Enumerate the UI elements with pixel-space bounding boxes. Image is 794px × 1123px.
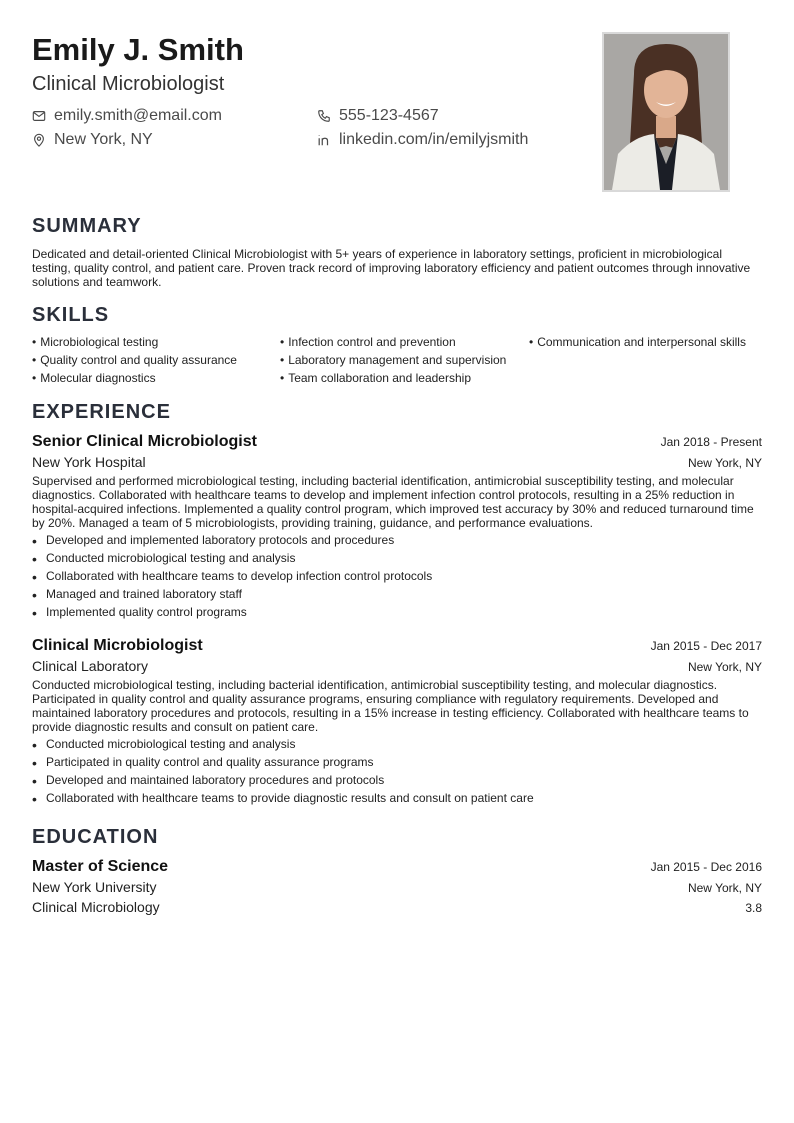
job-location: New York, NY: [687, 660, 762, 674]
education-heading: EDUCATION: [32, 826, 159, 848]
list-item: • Collaborated with healthcare teams to provide diagnostic results and consult on patient care: [32, 791, 762, 805]
list-item: • Conducted microbiological testing and analysis: [32, 551, 762, 565]
location-text: New York, NY: [54, 131, 153, 148]
list-item: • Developed and implemented laboratory protocols and procedures: [32, 533, 762, 547]
gpa: 3.8: [745, 901, 762, 915]
skill-item: • Communication and interpersonal skills: [529, 335, 762, 349]
contact-email[interactable]: [32, 106, 317, 126]
skill-item: • Team collaboration and leadership: [280, 371, 529, 385]
candidate-title: Clinical Microbiologist: [32, 73, 225, 95]
job-location: New York, NY: [687, 456, 762, 470]
profile-photo-illustration: [604, 34, 728, 190]
profile-photo: [602, 32, 730, 192]
degree: Master of Science: [32, 858, 169, 875]
skills-heading: SKILLS: [32, 304, 110, 326]
email-text: emily.smith@email.com: [54, 107, 222, 124]
skill-item: • Laboratory management and supervision: [280, 353, 529, 367]
skill-item: • Molecular diagnostics: [32, 371, 280, 385]
education-entry: [32, 857, 762, 917]
resume-header: [32, 32, 572, 150]
mail-icon: [32, 109, 46, 123]
job-bullets: [32, 533, 762, 619]
summary-heading: SUMMARY: [32, 215, 142, 237]
summary-text: Dedicated and detail-oriented Clinical Microbiologist with 5+ years of experience in laboratory settings, proficient in microbiological testing, quality control, and patient care. Proven track record of improving laboratory efficiency and patient outcomes through innovative solutions and teamwork.: [32, 247, 751, 289]
field-of-study: Clinical Microbiology: [32, 899, 160, 915]
skills-list: [32, 335, 762, 385]
contact-phone[interactable]: [317, 106, 567, 126]
school-name: New York University: [32, 879, 157, 895]
job-dates: Jan 2018 - Present: [660, 435, 762, 449]
map-pin-icon: [32, 133, 46, 147]
list-item: • Participated in quality control and quality assurance programs: [32, 755, 762, 769]
list-item: • Developed and maintained laboratory procedures and protocols: [32, 773, 762, 787]
job-description: Supervised and performed microbiological testing, including bacterial identification, antimicrobial susceptibility testing, and molecular diagnostics. Collaborated with healthcare teams to develop and implement infection control protocols, resulting in a 25% reduction in hospital-acquired infections. Implemented a quality control program, which improved test accuracy by 30% and reduced turnaround time by 20%. Managed a team of 5 microbiologists, providing training, guidance, and performance evaluations.: [32, 474, 754, 530]
experience-entry: [32, 636, 762, 809]
list-item: • Collaborated with healthcare teams to develop infection control protocols: [32, 569, 762, 583]
skill-item: • Quality control and quality assurance: [32, 353, 280, 367]
candidate-name: Emily J. Smith: [32, 32, 244, 67]
job-bullets: [32, 737, 762, 805]
experience-entry: [32, 432, 762, 623]
education-dates: Jan 2015 - Dec 2016: [650, 860, 762, 874]
skill-item: • Infection control and prevention: [280, 335, 529, 349]
list-item: • Managed and trained laboratory staff: [32, 587, 762, 601]
job-organization: New York Hospital: [32, 454, 146, 470]
school-location: New York, NY: [687, 881, 762, 895]
list-item: • Conducted microbiological testing and analysis: [32, 737, 762, 751]
linkedin-text: linkedin.com/in/emilyjsmith: [339, 131, 529, 148]
contact-linkedin[interactable]: [317, 130, 567, 150]
experience-heading: EXPERIENCE: [32, 401, 171, 423]
contact-info: [32, 106, 572, 150]
phone-icon: [317, 109, 331, 123]
job-description: Conducted microbiological testing, including bacterial identification, antimicrobial susceptibility testing, and molecular diagnostics. Participated in quality control and quality assurance programs, ensuring compliance with regulatory requirements. Developed and maintained laboratory procedures and protocols, resulting in a 15% increase in testing efficiency. Collaborated with healthcare teams to provide diagnostic results and consult on patient care.: [32, 678, 749, 734]
list-item: • Implemented quality control programs: [32, 605, 762, 619]
job-title: Clinical Microbiologist: [32, 637, 203, 654]
job-dates: Jan 2015 - Dec 2017: [650, 639, 762, 653]
job-organization: Clinical Laboratory: [32, 658, 148, 674]
linkedin-icon: [317, 133, 331, 147]
job-title: Senior Clinical Microbiologist: [32, 433, 257, 450]
contact-location: [32, 130, 317, 150]
phone-text: 555-123-4567: [339, 107, 439, 124]
skill-item: • Microbiological testing: [32, 335, 280, 349]
